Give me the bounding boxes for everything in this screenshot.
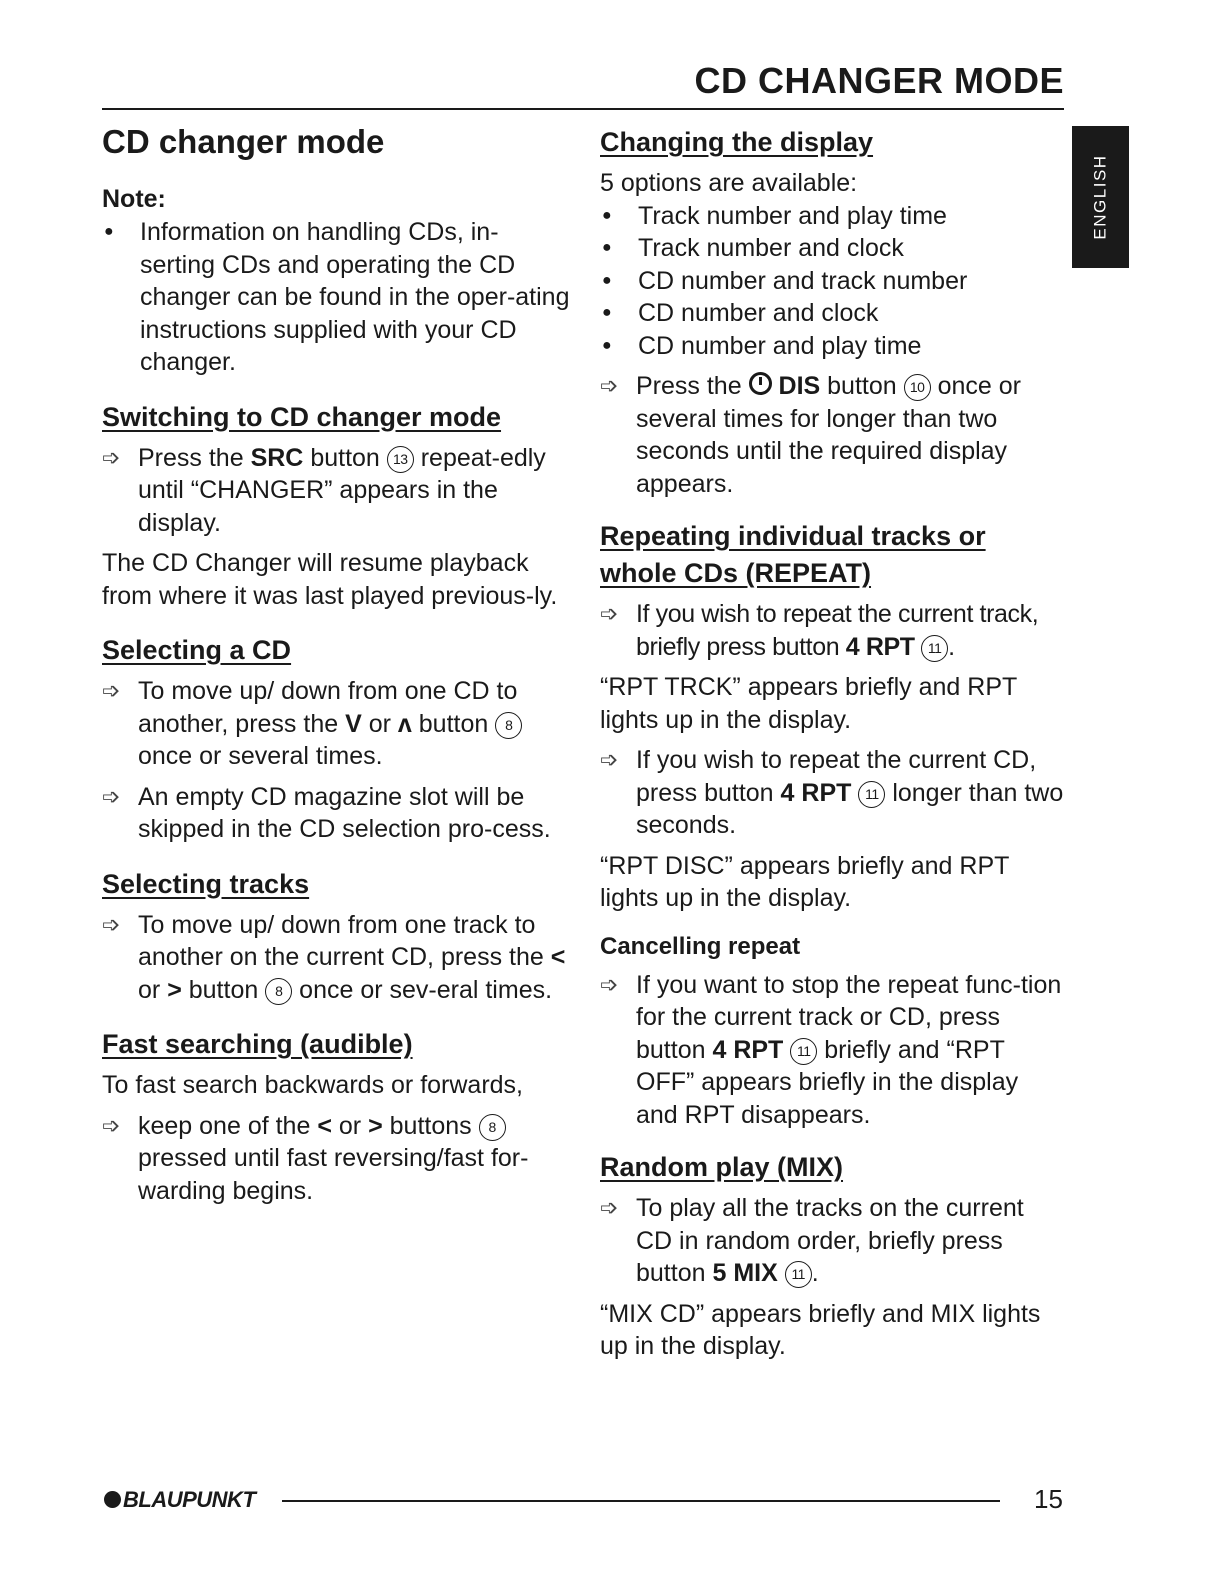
bullet-icon: ● bbox=[602, 206, 612, 224]
display-step-text bbox=[636, 370, 1065, 500]
src-key-label: SRC bbox=[250, 443, 304, 472]
mix-key-label: 5 MIX bbox=[712, 1259, 778, 1287]
switching-step-text bbox=[138, 442, 572, 540]
page-header-title: CD CHANGER MODE bbox=[694, 60, 1064, 101]
text-run: once or sev-eral times. bbox=[299, 975, 553, 1004]
selecting-tracks-heading: Selecting tracks bbox=[102, 868, 310, 899]
fast-search-step bbox=[102, 1110, 572, 1208]
previous-key-label: < bbox=[317, 1111, 332, 1140]
repeat-paragraph-2: “RPT DISC” appears briefly and RPT lights up in the display. bbox=[600, 851, 1009, 912]
text-run: or bbox=[368, 709, 391, 738]
up-key-label: ʌ bbox=[397, 709, 412, 738]
display-option bbox=[600, 330, 1065, 363]
left-column bbox=[102, 120, 572, 1207]
display-option-text: CD number and track number bbox=[638, 266, 968, 295]
selecting-tracks-step-text bbox=[138, 909, 572, 1007]
arrow-icon: ➩ bbox=[102, 783, 121, 809]
bullet-icon: ● bbox=[104, 223, 114, 240]
rpt-key-label: 4 RPT bbox=[712, 1035, 784, 1064]
display-option-text: Track number and play time bbox=[638, 201, 947, 230]
next-key-label: > bbox=[368, 1111, 383, 1140]
logo-dot-icon bbox=[104, 1491, 121, 1508]
selecting-cd-step-1 bbox=[102, 675, 572, 773]
bullet-icon: ● bbox=[602, 304, 612, 321]
repeat-step-2-text bbox=[636, 744, 1065, 842]
text-run: If you wish to repeat the current track, briefly press button bbox=[636, 600, 1039, 661]
note-text: Information on handling CDs, in-serting CDs and operating the CD changer can be found in the oper-ating instructions supplied with your CD changer. bbox=[140, 218, 570, 376]
note-item bbox=[102, 216, 572, 379]
rpt-key-label: 4 RPT bbox=[845, 632, 915, 661]
text-run: button bbox=[310, 443, 380, 472]
button-number-10: 10 bbox=[904, 374, 931, 401]
arrow-icon: ➩ bbox=[102, 444, 121, 470]
selecting-tracks-step bbox=[102, 909, 572, 1007]
text-run: Press the bbox=[138, 443, 244, 472]
display-step bbox=[600, 370, 1065, 500]
text-run: To move up/ down from one CD to another, press the bbox=[138, 677, 518, 738]
text-run: longer than two seconds. bbox=[636, 778, 1064, 839]
button-number-11: 11 bbox=[858, 781, 885, 808]
text-run: button bbox=[188, 975, 259, 1004]
bullet-icon: ● bbox=[602, 336, 612, 354]
text-run: keep one of the bbox=[138, 1111, 311, 1140]
arrow-icon: ➩ bbox=[600, 373, 619, 398]
display-option bbox=[600, 232, 1065, 265]
display-option bbox=[600, 297, 1065, 330]
text-run: To play all the tracks on the current CD in random order, briefly press button bbox=[636, 1194, 1024, 1287]
footer-divider bbox=[282, 1500, 1000, 1502]
selecting-cd-step-2-text: An empty CD magazine slot will be skipped in the CD selection pro-cess. bbox=[138, 782, 551, 843]
random-step-text bbox=[636, 1192, 1065, 1290]
text-run: Press the bbox=[636, 372, 742, 400]
text-run: or bbox=[138, 975, 161, 1004]
text-run: button bbox=[418, 709, 489, 738]
button-number-11: 11 bbox=[921, 635, 948, 662]
main-title: CD changer mode bbox=[102, 123, 385, 160]
random-step bbox=[600, 1192, 1065, 1290]
fast-search-paragraph: To fast search backwards or forwards, bbox=[102, 1071, 523, 1099]
text-run: once or several times for longer than two seconds until the required display appears. bbox=[636, 372, 1021, 498]
display-intro: 5 options are available: bbox=[600, 169, 858, 197]
arrow-icon: ➩ bbox=[102, 911, 121, 937]
right-column bbox=[600, 120, 1065, 1363]
button-number-11: 11 bbox=[790, 1038, 817, 1065]
next-key-label: > bbox=[167, 975, 182, 1004]
text-run: once or several times. bbox=[138, 742, 383, 770]
repeat-step-1-text bbox=[636, 598, 1065, 663]
text-run: To move up/ down from one track to another on the current CD, press the bbox=[138, 910, 544, 971]
text-run: If you wish to repeat the current CD, press button bbox=[636, 746, 1037, 807]
header-divider bbox=[102, 108, 1064, 110]
arrow-icon: ➩ bbox=[600, 971, 619, 997]
text-run: buttons bbox=[389, 1111, 472, 1140]
text-run: . bbox=[948, 632, 955, 661]
down-key-label: V bbox=[345, 709, 362, 738]
repeat-paragraph-1: “RPT TRCK” appears briefly and RPT lights up in the display. bbox=[600, 673, 1017, 734]
clock-icon bbox=[749, 372, 772, 395]
switching-step bbox=[102, 442, 572, 540]
arrow-icon: ➩ bbox=[600, 747, 619, 772]
brand-name: BLAUPUNKT bbox=[123, 1487, 256, 1512]
display-option-text: CD number and clock bbox=[638, 299, 879, 327]
text-run: pressed until fast reversing/fast for-warding begins. bbox=[138, 1144, 529, 1205]
switching-heading: Switching to CD changer mode bbox=[102, 401, 502, 432]
button-number-8: 8 bbox=[479, 1114, 506, 1141]
cancel-step-text bbox=[636, 969, 1065, 1132]
language-tab-label: ENGLISH bbox=[1090, 154, 1110, 240]
button-number-8: 8 bbox=[495, 712, 522, 739]
page-number: 15 bbox=[1034, 1484, 1063, 1514]
text-run: If you want to stop the repeat func-tion for the current track or CD, press button bbox=[636, 970, 1062, 1064]
display-heading: Changing the display bbox=[600, 127, 874, 157]
selecting-cd-heading: Selecting a CD bbox=[102, 635, 292, 665]
fast-search-step-text bbox=[138, 1110, 572, 1208]
dis-key-label: DIS bbox=[778, 372, 821, 400]
button-number-8: 8 bbox=[265, 978, 292, 1005]
repeat-heading: Repeating individual tracks or whole CDs (REPEAT) bbox=[600, 521, 986, 588]
display-option bbox=[600, 200, 1065, 233]
arrow-icon: ➩ bbox=[600, 601, 619, 626]
random-paragraph: “MIX CD” appears briefly and MIX lights up in the display. bbox=[600, 1299, 1041, 1360]
selecting-cd-step-1-text bbox=[138, 675, 572, 773]
note-heading: Note: bbox=[102, 185, 166, 213]
random-heading: Random play (MIX) bbox=[600, 1152, 844, 1182]
repeat-step-1 bbox=[600, 598, 1065, 663]
switching-paragraph: The CD Changer will resume playback from where it was last played previous-ly. bbox=[102, 549, 558, 610]
selecting-cd-step-2 bbox=[102, 781, 572, 846]
bullet-icon: ● bbox=[602, 239, 612, 256]
display-option-text: CD number and play time bbox=[638, 331, 922, 360]
cancel-step bbox=[600, 969, 1065, 1132]
button-number-13: 13 bbox=[387, 446, 414, 473]
display-option-text: Track number and clock bbox=[638, 234, 904, 262]
text-run: . bbox=[811, 1259, 819, 1287]
previous-key-label: < bbox=[550, 943, 566, 971]
arrow-icon: ➩ bbox=[102, 678, 121, 703]
text-run: or bbox=[338, 1111, 362, 1140]
text-run: briefly and “RPT OFF” appears briefly in the display and RPT disappears. bbox=[636, 1035, 1019, 1129]
fast-search-heading: Fast searching (audible) bbox=[102, 1029, 413, 1059]
bullet-icon: ● bbox=[602, 271, 612, 289]
display-option bbox=[600, 265, 1065, 298]
text-run: repeat-edly until “CHANGER” appears in the display. bbox=[138, 443, 546, 537]
rpt-key-label: 4 RPT bbox=[780, 778, 852, 807]
arrow-icon: ➩ bbox=[600, 1195, 619, 1220]
button-number-11: 11 bbox=[785, 1261, 812, 1288]
brand-logo bbox=[104, 1487, 255, 1513]
cancel-heading: Cancelling repeat bbox=[600, 932, 801, 960]
text-run: button bbox=[827, 372, 897, 400]
language-tab bbox=[1072, 126, 1129, 268]
repeat-step-2 bbox=[600, 744, 1065, 842]
arrow-icon: ➩ bbox=[102, 1112, 121, 1138]
